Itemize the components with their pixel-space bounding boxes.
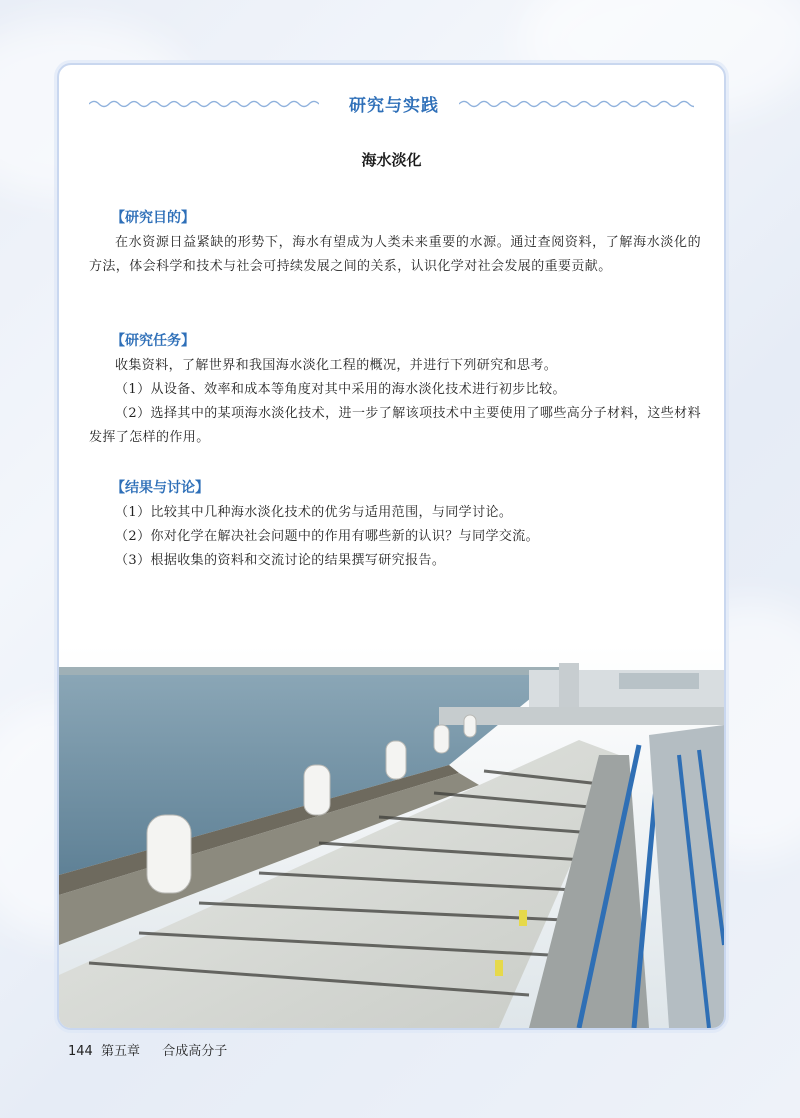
page-number: 144 bbox=[68, 1044, 93, 1059]
list-item: （1）从设备、效率和成本等角度对其中采用的海水淡化技术进行初步比较。 bbox=[115, 382, 566, 397]
list-item: （2）你对化学在解决社会问题中的作用有哪些新的认识？与同学交流。 bbox=[115, 529, 540, 544]
paragraph: 收集资料，了解世界和我国海水淡化工程的概况，并进行下列研究和思考。 bbox=[115, 358, 558, 373]
desalination-plant-photo bbox=[59, 645, 724, 1028]
list-item: （3）根据收集的资料和交流讨论的结果撰写研究报告。 bbox=[115, 553, 446, 568]
heading-research-task: 【研究任务】 bbox=[111, 333, 195, 349]
page-title: 海水淡化 bbox=[361, 151, 422, 169]
chapter-label: 第五章 bbox=[100, 1044, 140, 1059]
heading-results-discussion: 【结果与讨论】 bbox=[111, 480, 209, 496]
content-card bbox=[57, 63, 726, 1030]
heading-research-purpose: 【研究目的】 bbox=[111, 210, 195, 226]
chapter-title: 合成高分子 bbox=[162, 1044, 228, 1059]
wave-divider-right bbox=[459, 97, 694, 111]
list-item: （2）选择其中的某项海水淡化技术，进一步了解该项技术中主要使用了哪些高分子材料，这些材料发挥了怎样的作用。 bbox=[89, 406, 701, 445]
section-title: 研究与实践 bbox=[349, 96, 439, 116]
page-footer bbox=[68, 1040, 227, 1059]
section-header bbox=[59, 89, 724, 119]
paragraph: 在水资源日益紧缺的形势下，海水有望成为人类未来重要的水源。通过查阅资料，了解海水淡化的方法，体会科学和技术与社会可持续发展之间的关系，认识化学对社会发展的重要贡献。 bbox=[89, 235, 701, 274]
wave-divider-left bbox=[89, 97, 319, 111]
list-item: （1）比较其中几种海水淡化技术的优劣与适用范围，与同学讨论。 bbox=[115, 505, 513, 520]
